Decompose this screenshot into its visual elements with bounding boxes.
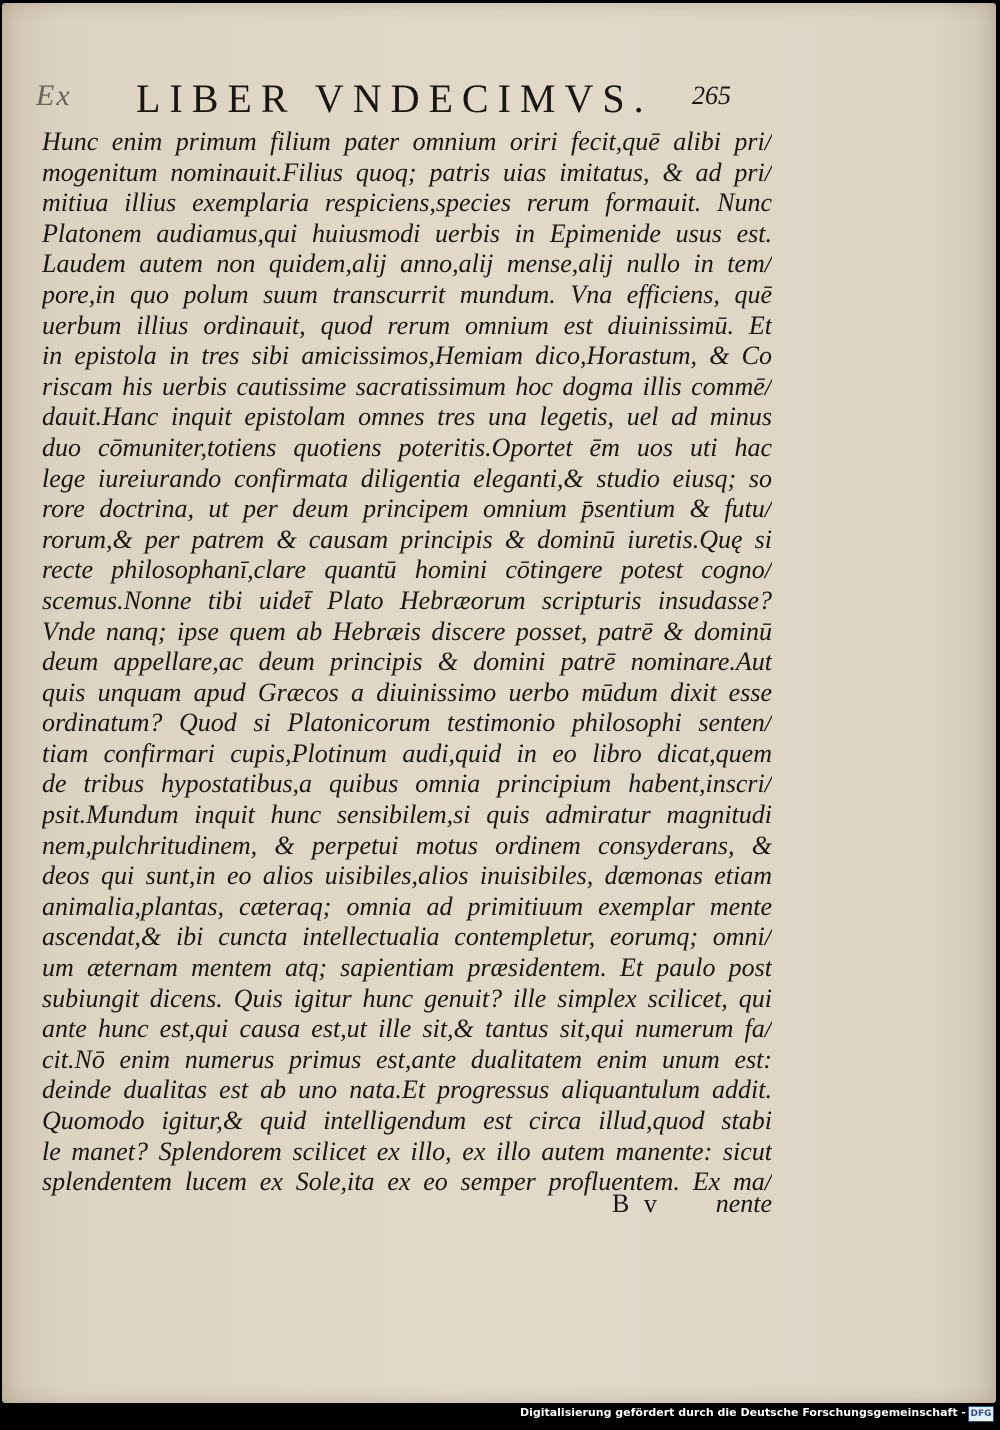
text-line: tiam confirmari cupis,Plotinum audi,quid in eo libro dicat,quem (42, 738, 772, 768)
text-line: splendentem lucem ex Sole,ita ex eo semper profluentem. Ex ma/ (42, 1167, 772, 1197)
text-line: in epistola in tres sibi amicissimos,Hemiam dico,Horastum, & Co (42, 341, 772, 371)
text-line: Quomodo igitur,& quid intelligendum est circa illud,quod stabi (42, 1106, 772, 1135)
text-line: um æternam mentem atq; sapientiam præsidentem. Et paulo post (42, 953, 772, 983)
folio-number: 265 (692, 81, 731, 110)
digitization-credit: Digitalisierung gefördert durch die Deutsche Forschungsgemeinschaft - (519, 1406, 966, 1419)
catchword: nente (715, 1189, 772, 1218)
text-line: dauit.Hanc inquit epistolam omnes tres una legetis, uel ad minus (42, 402, 772, 432)
text-line: pore,in quo polum suum transcurrit mundum. Vna efficiens, quē (42, 279, 772, 309)
text-line: uerbum illius ordinauit, quod rerum omnium est diuinissimū. Et (42, 310, 772, 340)
text-line: deum appellare,ac deum principis & domini patrē nominare.Aut (42, 647, 772, 677)
text-line: ante hunc est,qui causa est,ut ille sit,& tantus sit,qui numerum fa/ (42, 1014, 772, 1044)
text-line: riscam his uerbis cautissime sacratissimum hoc dogma illis commē/ (42, 371, 772, 401)
text-line: nem,pulchritudinem, & perpetui motus ordinem consyderans, & (42, 830, 772, 860)
text-line: mogenitum nominauit.Filius quoq; patris uias imitatus, & ad pri/ (42, 157, 772, 187)
text-line: Laudem autem non quidem,alij anno,alij mense,alij nullo in tem/ (42, 249, 772, 279)
text-line: Platonem audiamus,qui huiusmodi uerbis in Epimenide usus est. (42, 218, 772, 248)
text-line: rore doctrina, ut per deum principem omnium p̄sentium & futu/ (42, 494, 772, 524)
text-line: deos qui sunt,in eo alios uisibiles,alios inuisibiles, dæmonas etiam (42, 861, 772, 891)
text-line: le manet? Splendorem scilicet ex illo, ex illo autem manente: sicut (42, 1136, 772, 1166)
text-line: quis unquam apud Græcos a diuinissimo uerbo mūdum dixit esse (42, 677, 772, 707)
signature-mark: B v (612, 1189, 661, 1218)
text-line: mitiua illius exemplaria respiciens,species rerum formauit. Nunc (42, 188, 772, 218)
catchline (612, 1189, 772, 1223)
text-line: ordinatum? Quod si Platonicorum testimonio philosophi senten/ (42, 708, 772, 738)
text-line: cit.Nō enim numerus primus est,ante dualitatem enim unum est: (42, 1044, 772, 1074)
page-header (32, 73, 772, 125)
header-mark: Ex (36, 79, 72, 112)
running-head: LIBER VNDECIMVS. (136, 76, 653, 121)
text-line: recte philosophanī,clare quantū homini cōtingere potest cogno/ (42, 555, 772, 585)
text-line: subiungit dicens. Quis igitur hunc genuit? ille simplex scilicet, qui (42, 983, 772, 1013)
dfg-logo: DFG (968, 1406, 994, 1422)
text-line: ascendat,& ibi cuncta intellectualia contempletur, eorumq; omni/ (42, 922, 772, 952)
text-line: de tribus hypostatibus,a quibus omnia principium habent,inscri/ (42, 769, 772, 799)
text-line: rorum,& per patrem & causam principis & dominū iuretis.Quę si (42, 524, 772, 554)
text-line: psit.Mundum inquit hunc sensibilem,si quis admiratur magnitudi (42, 800, 772, 830)
text-line: deinde dualitas est ab uno nata.Et progressus aliquantulum addit. (42, 1075, 772, 1105)
text-line: lege iureiurando confirmata diligentia eleganti,& studio eiusq; so (42, 463, 772, 493)
text-line: duo cōmuniter,totiens quotiens poteritis.Oportet ēm uos uti hac (42, 432, 772, 462)
text-line: animalia,plantas, cæteraq; omnia ad primitiuum exemplar mente (42, 891, 772, 921)
text-line: scemus.Nonne tibi uidet̄ Plato Hebræorum scripturis insudasse? (42, 585, 772, 615)
body-text (42, 127, 772, 1198)
text-line: Hunc enim primum filium pater omnium oriri fecit,quē alibi pri/ (42, 127, 772, 156)
book-page (2, 3, 996, 1403)
text-line: Vnde nanq; ipse quem ab Hebræis discere posset, patrē & dominū (42, 616, 772, 646)
